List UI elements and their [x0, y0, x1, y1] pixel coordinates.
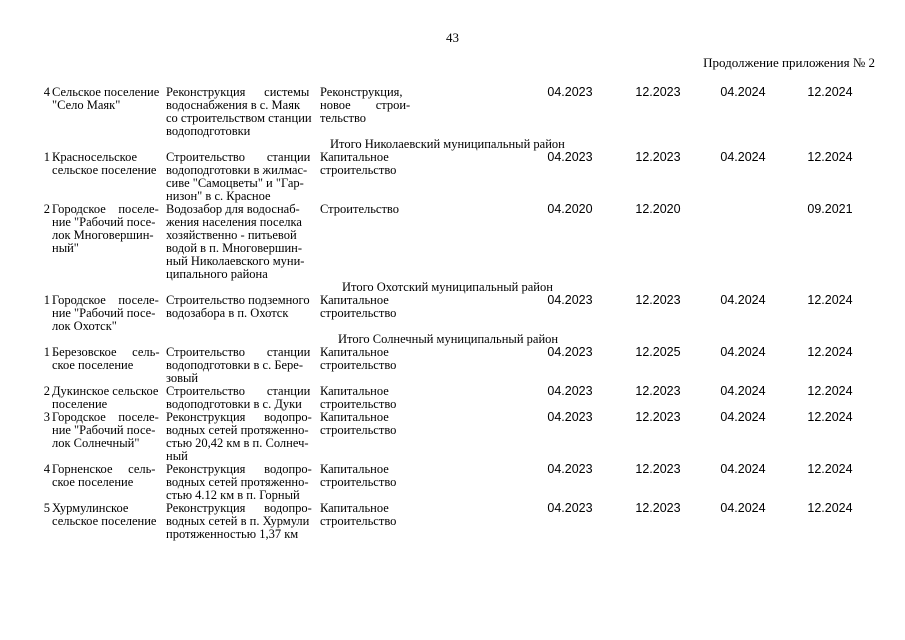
work-type: Капитальное строительство	[320, 501, 397, 528]
work-type: Капитальное строительство	[320, 345, 397, 372]
row-number: 2	[43, 384, 50, 398]
date-end-design: 12.2023	[635, 384, 681, 398]
projects-table	[40, 86, 880, 541]
project-object: Строительство подземного водозабора в п. Охотск	[166, 293, 310, 320]
date-end-design: 12.2023	[635, 501, 681, 515]
date-start-work: 04.2024	[720, 384, 766, 398]
date-start-design: 04.2023	[547, 345, 593, 359]
settlement-name: Сельское поселение "Село Маяк"	[52, 85, 160, 112]
date-end-work: 12.2024	[807, 150, 853, 164]
district-subtotal-heading: Итого Николаевский муниципальный район	[330, 137, 565, 151]
row-number: 5	[43, 501, 50, 515]
row-number: 1	[43, 345, 50, 359]
work-type: Капитальное строительство	[320, 150, 397, 177]
date-end-work: 12.2024	[807, 85, 853, 99]
date-start-work: 04.2024	[720, 462, 766, 476]
project-object: Строительство станции водоподготовки в с. Дуки	[166, 384, 311, 411]
settlement-name: Хурмулинское сельское поселение	[52, 501, 157, 528]
date-end-work: 09.2021	[807, 202, 853, 216]
district-subtotal-heading: Итого Охотский муниципальный район	[342, 280, 553, 294]
table-row	[40, 463, 880, 502]
work-type: Строительство	[320, 202, 400, 216]
date-end-work: 12.2024	[807, 293, 853, 307]
date-start-work: 04.2024	[720, 501, 766, 515]
project-object: Водозабор для водоснаб- жения населения поселка хозяйственно - питьевой водой в п. Многовершин- ный Николаевского муни- ципального района	[166, 202, 305, 281]
row-number: 4	[43, 462, 50, 476]
date-start-work: 04.2024	[720, 150, 766, 164]
table-row	[40, 86, 880, 138]
table-row	[40, 203, 880, 281]
project-object: Строительство станции водоподготовки в с. Бере- зовый	[166, 345, 311, 385]
date-end-design: 12.2025	[635, 345, 681, 359]
date-end-work: 12.2024	[807, 384, 853, 398]
date-start-design: 04.2023	[547, 462, 593, 476]
date-start-design: 04.2023	[547, 384, 593, 398]
date-start-design: 04.2023	[547, 410, 593, 424]
date-end-work: 12.2024	[807, 501, 853, 515]
appendix-continuation-note: Продолжение приложения № 2	[703, 55, 875, 70]
date-end-design: 12.2023	[635, 293, 681, 307]
date-start-work: 04.2024	[720, 293, 766, 307]
row-number: 1	[43, 150, 50, 164]
date-end-work: 12.2024	[807, 345, 853, 359]
settlement-name: Красносельское сельское поселение	[52, 150, 157, 177]
date-start-design: 04.2020	[547, 202, 593, 216]
settlement-name: Березовское сель- ское поселение	[52, 345, 160, 372]
date-end-design: 12.2023	[635, 410, 681, 424]
work-type: Капитальное строительство	[320, 410, 397, 437]
work-type: Капитальное строительство	[320, 462, 397, 489]
date-start-design: 04.2023	[547, 293, 593, 307]
work-type: Капитальное строительство	[320, 384, 397, 411]
date-end-design: 12.2023	[635, 462, 681, 476]
table-row	[40, 294, 880, 333]
table-row	[40, 385, 880, 411]
row-number: 4	[43, 85, 50, 99]
row-number: 2	[43, 202, 50, 216]
page-number: 43	[446, 30, 459, 45]
date-end-design: 12.2023	[635, 150, 681, 164]
settlement-name: Дукинское сельское поселение	[52, 384, 159, 411]
settlement-name: Городское поселе- ние "Рабочий посе- лок Охотск"	[52, 293, 159, 333]
work-type: Реконструкция, новое строи- тельство	[320, 85, 411, 125]
work-type: Капитальное строительство	[320, 293, 397, 320]
table-row	[40, 411, 880, 463]
date-start-design: 04.2023	[547, 501, 593, 515]
date-start-work: 04.2024	[720, 345, 766, 359]
date-start-work: 04.2024	[720, 410, 766, 424]
date-end-work: 12.2024	[807, 410, 853, 424]
table-row	[40, 502, 880, 541]
date-start-design: 04.2023	[547, 150, 593, 164]
date-end-work: 12.2024	[807, 462, 853, 476]
table-row	[40, 151, 880, 203]
date-end-design: 12.2020	[635, 202, 681, 216]
row-number: 3	[43, 410, 50, 424]
settlement-name: Городское поселе- ние "Рабочий посе- лок Солнечный"	[52, 410, 159, 450]
settlement-name: Горненское сель- ское поселение	[52, 462, 156, 489]
project-object: Реконструкция водопро- водных сетей протяженно- стью 4.12 км в п. Горный	[166, 462, 312, 502]
project-object: Реконструкция водопро- водных сетей в п. Хурмули протяженностью 1,37 км	[166, 501, 312, 541]
settlement-name: Городское поселе- ние "Рабочий посе- лок Многовершин- ный"	[52, 202, 159, 255]
date-start-design: 04.2023	[547, 85, 593, 99]
row-number: 1	[43, 293, 50, 307]
project-object: Строительство станции водоподготовки в жилмас- сиве "Самоцветы" и "Гар- низон" в с. Красное	[166, 150, 311, 203]
table-row	[40, 346, 880, 385]
district-subtotal-heading: Итого Солнечный муниципальный район	[338, 332, 559, 346]
project-object: Реконструкция водопро- водных сетей протяженно- стью 20,42 км в п. Солнеч- ный	[166, 410, 312, 463]
date-end-design: 12.2023	[635, 85, 681, 99]
project-object: Реконструкция системы водоснабжения в с. Маяк со строительством станции водоподготовки	[166, 85, 312, 138]
date-start-work: 04.2024	[720, 85, 766, 99]
